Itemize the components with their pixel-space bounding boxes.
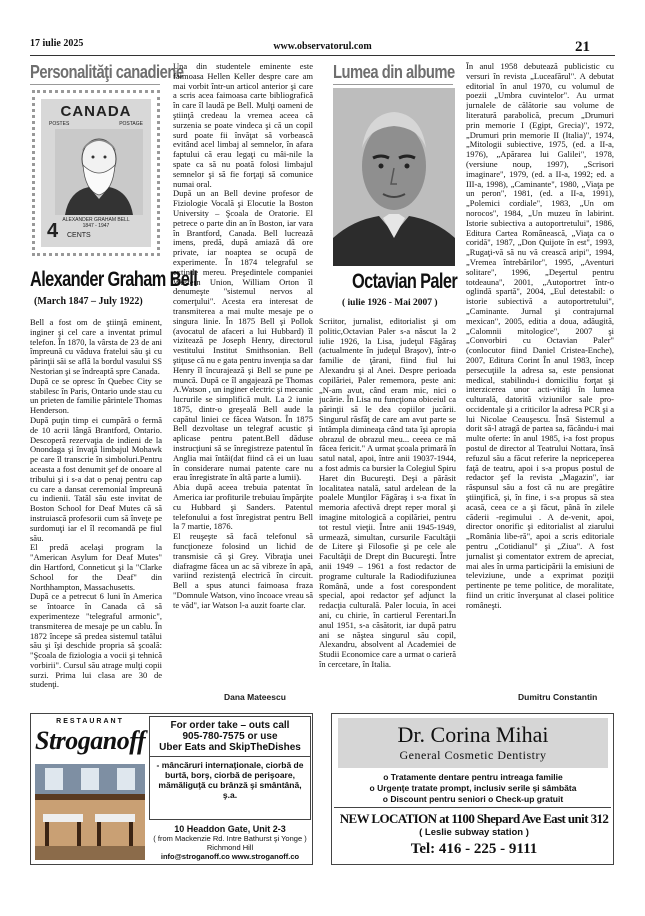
header-rule xyxy=(30,55,615,56)
dentist-station: ( Leslie subway station ) xyxy=(419,827,529,838)
restaurant-label: RESTAURANT xyxy=(56,718,124,725)
section-title-left: Personalităţi canadiene xyxy=(30,62,184,82)
dentist-location: NEW LOCATION at 1100 Shepard Ave East unit 312 xyxy=(339,811,609,826)
section-title-right: Lumea din albume xyxy=(333,62,455,82)
delivery-line: Uber Eats and SkipTheDishes xyxy=(159,742,301,753)
signature-left: Dana Mateescu xyxy=(224,692,286,702)
issue-date: 17 iulie 2025 xyxy=(30,38,84,49)
address-line: 10 Headdon Gate, Unit 2-3 xyxy=(174,824,286,834)
stamp-postage: POSTAGE xyxy=(119,121,143,127)
page-number: 21 xyxy=(575,39,590,55)
restaurant-interior-image xyxy=(35,764,145,860)
paler-name-heading: Octavian Paler xyxy=(352,270,458,293)
stroganoff-address-block xyxy=(149,824,311,861)
dentist-phone[interactable]: Tel: 416 - 225 - 9111 xyxy=(410,841,538,857)
service-item: o Urgenţe tratate prompt, inclusiv serile şi sâmbăta xyxy=(369,783,577,793)
paler-article-col4 xyxy=(466,62,614,692)
site-url[interactable]: www.observatorul.com xyxy=(273,41,372,52)
paler-photo xyxy=(333,88,455,266)
paragraph: După puţin timp ei cumpără o fermă de 10 acrii lângă Brantford, Ontario. Descoperă rezervaţia de indieni de la Onondaga şi învaţă limbajul Mohawk pe care îl transcrie în simboluri.Pentru aceasta a fost denumit şef de onoare al tribului şi i s-a dat o penaj pentru cap cu care a dansat ceremonial împreună cu indienii. Tatăl său este invitat de Boston School for Deaf Mutes că să instruiască profesorii cum să înveţe pe surdomuţi iar el îl recomandă pe fiul său. xyxy=(30,414,162,543)
stamp-value: 4 xyxy=(47,220,59,242)
paragraph: Una din studentele eminente este faimoasa Hellen Keller despre care am mai vorbit într-un articol anterior şi care a scris acea faimoasa carte bibliografică în care îl laudă pe Bell. Mulţi oameni de ştiinţă credeau la vremea aceea că surzenia se poate vindeca şi că un copil surd poate fii învăţat să vorbească evitând acel limbaj al semnelor, în afara faptului că erau legaţi cu mâi-nile la spate ca să nu poată folosi limbajul semnelor şi să fie forţaţi să comunice numai oral. xyxy=(173,62,313,189)
dentist-specialty: General Cosmetic Dentistry xyxy=(399,748,547,762)
paragraph: Scriitor, jurnalist, editorialist şi om politic,Octavian Paler s-a născut la 2 iulie 1926, la Lisa, judeţul Făgăraş (actualmente în judeţul Braşov), într-o familie de ţărani, fiind fiul lui Alexandru şi al Anei. Despre perioada copilăriei, Paler rememora, peste ani: „N-am avut, când eram mic, nici o jucărie. În Lisa nu funcţiona obiceiul ca părinţii să le dea copiilor jucării. Singurul răsfăţ de care am avut parte se întâmpla dimineaţa când tata îşi apropia obrazul de obrazul meu... ceeea ce mă făcea fericit." A urmat şcoala primară în satul natal, apoi, între anii 19037-1944, a fost admis ca bursier la Colegiul Spiru Haret din Bucureşti. Deşi a părăsit localitatea natală, satul ardelean de la poalele Munţilor Făgăraş i s-a fixat în memoria afectivă drept reper moral şi imagine mitologică a copilăriei, pentru tot restul vieţii. Între anii 1945-1949, urmează, simultan, cursurile Facultăţii de Litere şi Filosofie şi pe cele ale Facultăţii de Drept din Bucureşti. Între anii 1949 – 1961 a fost redactor de programe culturale la Radiodifuziunea Română, unde a fost corespondent special, apoi redactor şef adjunct la redacţia culturală. Paler locuia, în acei ani, cu chirie, în cartierul Ferentari.În anul 1951, s-a căsătorit, iar după patru ani se năştea singurul său copil, Alexandru, absolvent al Academiei de Studii Economice care a urmat o carieră în cercetare, în Italia. xyxy=(319,317,456,669)
contact-links[interactable]: info@stroganoff.co www.stroganoff.co xyxy=(160,852,300,861)
stroganoff-logo: Stroganoff xyxy=(35,726,146,755)
dentist-name: Dr. Corina Mihai xyxy=(397,722,549,747)
address-directions: ( from Mackenzie Rd. Intre Bathurst şi Yonge ) Richmond Hill xyxy=(153,834,307,852)
ad-divider xyxy=(334,807,611,808)
paragraph: El predă acelaşi program la "American Asylum for Deaf Mutes" din Hartford, Conneticut şi la "Clarke School for the Deaf" din Northhampton, Massachusetts. xyxy=(30,542,162,592)
service-item: o Discount pentru seniori o Check-up gratuit xyxy=(382,794,564,804)
section-rule-right xyxy=(333,84,453,85)
paragraph: Bell a fost om de ştiinţă eminent, inginer şi cel care a inventat primul telefon. În 1870, la vârsta de 23 de ani împreună cu văduva fratelui său şi cu părinţii săi se află la bordul vasului SS Nestorian şi se îndreaptă spre Canada. xyxy=(30,318,162,376)
paragraph: El reuşeşte să facă telefonul să funcţioneze folosind un lichid de transmisie că şi Grey. Vibraţia unei diafragme făcea un ac să vibreze în apă, variind rezistenţă electrică în circuit. Bell a spus atunci faimoasa fraza "Domnule Watson, vino încoace vreau să te văd", iar Watson l-a auzit foarte clar. xyxy=(173,531,313,610)
bell-dates: (March 1847 – July 1922) xyxy=(34,296,143,307)
ad-dentist[interactable] xyxy=(331,713,614,865)
paragraph: Abia după aceea trebuia patentat în America iar profiturile trebuiau împărţite cu Hubbard şi Sanders. Patentul telefonului a fost înregistrat pentru Bell la 7 martie, 1876. xyxy=(173,482,313,532)
paragraph: După ce a petrecut 6 luni în America se întoarce în Canada că să experimenteze "telegraful armonic", transmiterea de mesaje pe un cablu. În 1872 începe să predea sistemul tatălui său şi îşi deschide propria să şcoală: "Şcoala de fiziologia a vocii şi tehnică vorbirii". Cursul său atrage mulţi copii surzi. Prima lui clasa are 30 de studenţi. xyxy=(30,591,162,690)
paragraph: După ce se opresc în Quebec City se stabilesc în Paris, Ontario unde stau cu un prieten de familie pârintele Thomas Henderson. xyxy=(30,375,162,416)
section-rule-left xyxy=(30,84,160,85)
dentist-header xyxy=(338,718,608,768)
paragraph: După un an Bell devine profesor de Fiziologie Vocală şi Elocutie la Boston University – Şcoala de Oratorie. El petrece o parte din an în Boston, iar vara în Brantford, Canada. Bell lucrează imens, predă, după amiază dă ore private, iar noaptea se ocupă de experimente. În 1874 telegraful se extinde mereu. Preşedintele companiei Western Union, William Orton îl denumeşte "sistemul nervos al comerţului". Acesta era interesat de transmiterea a mai multe mesaje pe o singura linie. În 1875 Bell şi Pollok (avocatul de afaceri a lui Hubbard) îl vizitează pe Joseph Henry, directorul vestitului Institut Smithsonian. Bell ştiţuse că nu e gata pentru invenţia sa dar Henry îl încurajează şi Bell se pune pe muncă. După ce îl angajează pe Thomas A.Watson , un inginer electric şi mecanic lucrurile se simplifică mult. La 2 iunie 1875, dintr-o greşeală Bell aude la capătul liniei ce făcea Watson. În 1875 Bell dezvoltase un telegraf acustic şi aplicase pentru patent.Bell dăduse instrucţiuni să se înregistreze patentul în Anglia mai întâi(dat fiind că ei un luau în considerare numai patente care nu erau înregistrate în altă parte a lumii). xyxy=(173,188,313,483)
paler-portrait-icon xyxy=(333,88,455,266)
paler-article-col3 xyxy=(319,317,456,707)
paler-dates: ( iulie 1926 - Mai 2007 ) xyxy=(342,298,438,308)
stamp-caption: ALEXANDER GRAHAM BELL 1847 - 1947 xyxy=(62,217,130,229)
order-info-box xyxy=(149,716,311,820)
bell-article-col1 xyxy=(30,318,162,708)
ad-stroganoff[interactable] xyxy=(30,713,313,865)
bell-portrait-icon xyxy=(55,129,143,215)
bell-name-heading: Alexander Graham Bell xyxy=(30,268,198,291)
order-line: For order take – outs call xyxy=(170,720,290,731)
stamp-postes: POSTES xyxy=(49,121,70,127)
service-item: o Tratamente dentare pentru intreaga familie xyxy=(383,772,563,782)
paragraph: În anul 1958 debutează publicistic cu versuri în revista „Luceafărul". A debutat editorial în anul 1970, cu volumul de poezii „Umbra cuvintelor". Au urmat jurnalele de călătorie sau volume de literatură parabolică, precum „Drumuri prin memorie I (Egipt, Grecia)", 1972, „Drumuri prin memorie II (Italia)", 1974, „Mitologii subiective, 1975, (ed. a II-a, 1976), „Apărarea lui Galilei", 1978, (versiune noup, 1997), „Scrisori imaginare", 1979, (ed. a II-a, 1992; ed. a III-a, 1998), „Caminante", 1980, „Viaţa pe un peron", 1981, (ed. a II-a, 1991), „Polemici cordiale", 1983, „Un om norocos", 1984, „Un muzeu în labirint. Istorie subiectiva a autoportretului", 1986, Editura Cartea Românească, „Viaţa ca o coridă", 1987, „Don Quijote în est", 1993, „Rugaţi-vă să nu vă crească aripi", 1994, „Vremea întrebărilor", 1995, „Aventuri solitare", 1996, „Deşertul pentru totdeauna", 2001, „Autoportret într-o oglindă spartă", 2004, „Eul detestabil: o istorie subiectivă a autoportretului", „Caminante. Jurnal şi contrajurnal mexican", 2005, editia a doua, adăugită, „Calomnii mitologice", 2007 şi „Convorbiri cu Octavian Paler" (conlocutor fiind Daniel Cristea-Enche), 2007, Editura Corint În anul 1983, încep persecuţiile la adresa sa, este pensionat medical, stabilindu-i domiciliu forţat şi interzicerea unor acti-vităţi în lumea culturală, datorită viziunilor sale pro-occidentale şi a criticilor la adresa PCR şi a lui Nicolae Ceauşescu. Însă Sistemul a dorit să-l atragă de partea sa, făcându-i mai multe oferte: în anul 1985, i-a fost propus postul de director al Teatrului Nottara, însă refuzul său a făcut referire la nepriceperea faţă de teatru, apoi i s-a propus postul de redactor şef la revista „Magazin", iar răspunsul său a fost că nu are pregătire ştiinţifică, şi, în fine, i s-a propus să stea acasă, ceea ce a şi făcut, până în zilele căderii -regimului . A de-venit, apoi, director onorific şi editorialist al ziarului „România libe-ră", apoi a scris editoriale pentru „Cotidianul" şi „Ziua". A fost jurnalist şi comentator extrem de apreciat, mai ales în urma participării la emisiuni de televiziune, unde a exprimat poziţii pertinente pe teme politice, de moralitate, fiind un critic înverşunat al clasei politice româneşti. xyxy=(466,62,614,610)
menu-description: - mâncăruri internaţionale, ciorbă de burtă, borş, ciorbă de perişoare, mămăliguţă cu brânză şi smântână, ş.a. xyxy=(150,756,310,800)
bell-stamp-image xyxy=(32,90,160,256)
stamp-country: CANADA xyxy=(60,103,132,120)
bell-article-col2 xyxy=(173,62,313,692)
signature-right: Dumitru Constantin xyxy=(518,692,598,702)
stamp-cents: CENTS xyxy=(67,232,91,239)
order-phone[interactable]: 905-780-7575 or use xyxy=(182,731,278,742)
dentist-services xyxy=(338,772,608,805)
